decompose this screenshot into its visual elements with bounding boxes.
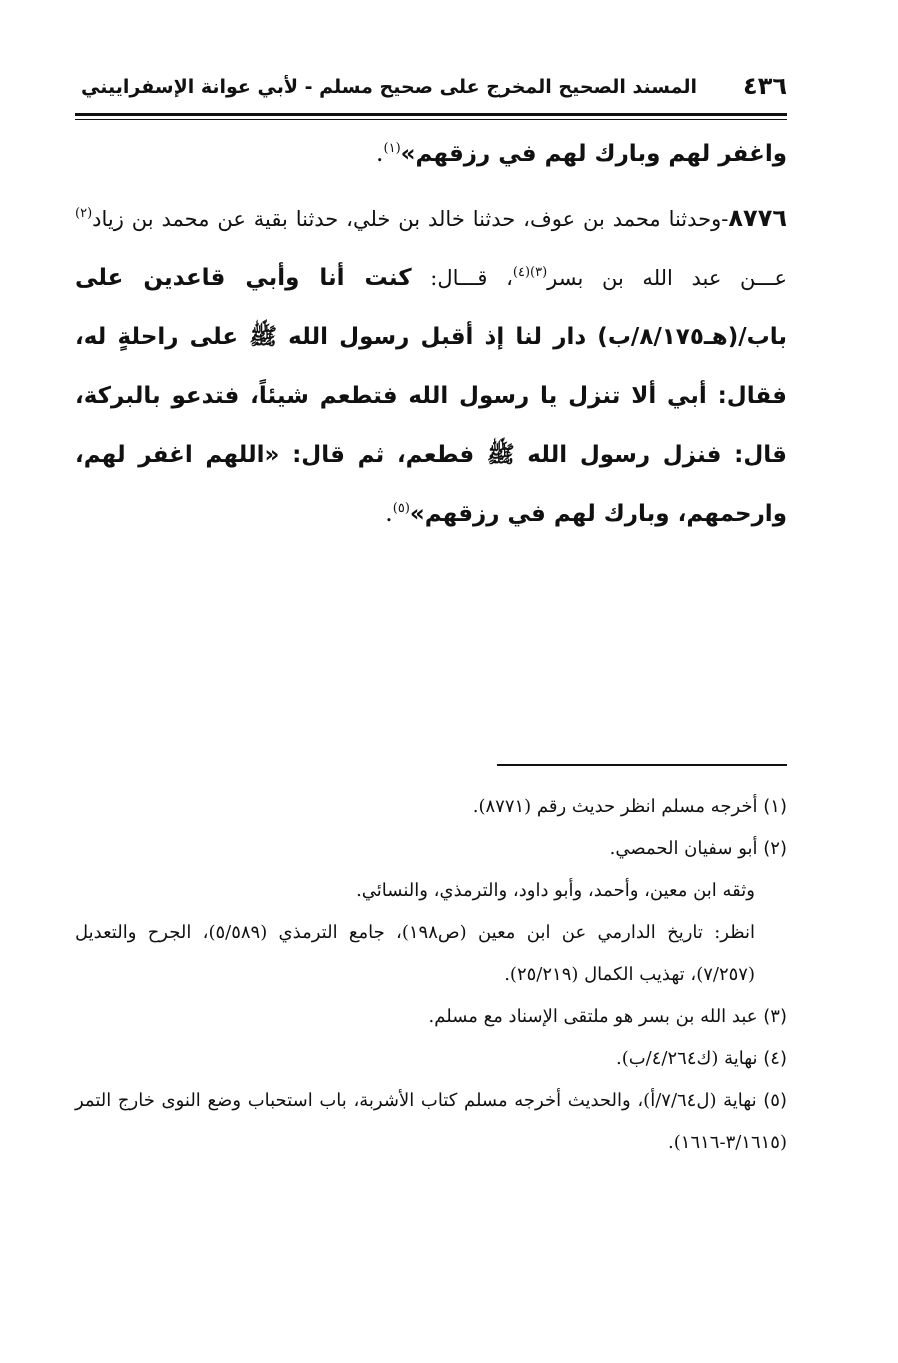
- footnote-4: [75, 1038, 787, 1080]
- footnote-separator: [497, 764, 787, 766]
- footnote-text: نهاية (ل٧/٦٤/أ)، والحديث أخرجه مسلم كتاب الأشربة، باب استحباب وضع النوى خارج التمر (٣/١٦١٥-١٦١٦).: [75, 1090, 787, 1153]
- header-rule: [75, 113, 787, 116]
- footnote-text: عبد الله بن بسر هو ملتقى الإسناد مع مسلم.: [428, 1006, 758, 1027]
- footnote-5: [75, 1080, 787, 1164]
- footnote-number: (٢): [763, 838, 787, 859]
- isnad-text-2: عـــن عبد الله بن بسر: [547, 266, 788, 290]
- hadith-number: ٨٧٧٦: [728, 204, 787, 232]
- continuation-end: .: [375, 139, 384, 167]
- footnote-text: أخرجه مسلم انظر حديث رقم (٨٧٧١).: [472, 796, 758, 817]
- matn-end: .: [385, 499, 393, 527]
- isnad-text-3: ، قـــال:: [411, 266, 513, 290]
- paragraph-continuation: [75, 124, 787, 183]
- matn-text: كنت أنا وأبي قاعدين على باب/(هـ٨/١٧٥/ب) دار لنا إذ أقبل رسول الله ﷺ على راحلةٍ له، فقال: أبي ألا تنزل يا رسول الله فتطعم شيئاً، فتدعو بالبركة، قال: فنزل رسول الله ﷺ فطعم، ثم قال: «اللهم اغفر لهم، وارحمهم، وبارك لهم في رزقهم»: [75, 265, 787, 527]
- footnote-ref-1: (١): [383, 141, 401, 156]
- footnote-2: [75, 828, 787, 870]
- page-header: [75, 70, 787, 110]
- footnote-ref-4: (٤): [512, 265, 531, 280]
- footnote-ref-3: (٣): [530, 265, 548, 280]
- footnote-number: (٤): [763, 1048, 787, 1069]
- running-title: المسند الصحيح المخرج على صحيح مسلم - لأبي عوانة الإسفراييني: [81, 76, 697, 98]
- footnote-number: (٥): [763, 1090, 787, 1111]
- footnote-text: نهاية (ك٤/٢٦٤/ب).: [615, 1048, 758, 1069]
- footnotes: [75, 786, 787, 1164]
- footnote-number: (١): [763, 796, 787, 817]
- header-rule-thin: [75, 119, 787, 120]
- continuation-text: واغفر لهم وبارك لهم في رزقهم»: [400, 141, 787, 167]
- footnote-1: [75, 786, 787, 828]
- main-text: [75, 124, 787, 543]
- footnote-text: أبو سفيان الحمصي.: [609, 838, 758, 859]
- footnote-2-line-3: انظر: تاريخ الدارمي عن ابن معين (ص١٩٨)، جامع الترمذي (٥/٥٨٩)، الجرح والتعديل (٧/٢٥٧)، تهذيب الكمال (٢٥/٢١٩).: [75, 922, 755, 985]
- isnad-text-1: -وحدثنا محمد بن عوف، حدثنا خالد بن خلي، حدثنا بقية عن محمد بن زياد: [92, 207, 729, 231]
- footnote-number: (٣): [763, 1006, 787, 1027]
- footnote-ref-5: (٥): [392, 501, 410, 516]
- footnote-3: [75, 996, 787, 1038]
- page-number: ٤٣٦: [743, 72, 787, 100]
- hadith-paragraph: [75, 189, 787, 543]
- footnote-2-line-2: وثقه ابن معين، وأحمد، وأبو داود، والترمذي، والنسائي.: [356, 880, 755, 901]
- footnote-ref-2: (٢): [75, 206, 93, 221]
